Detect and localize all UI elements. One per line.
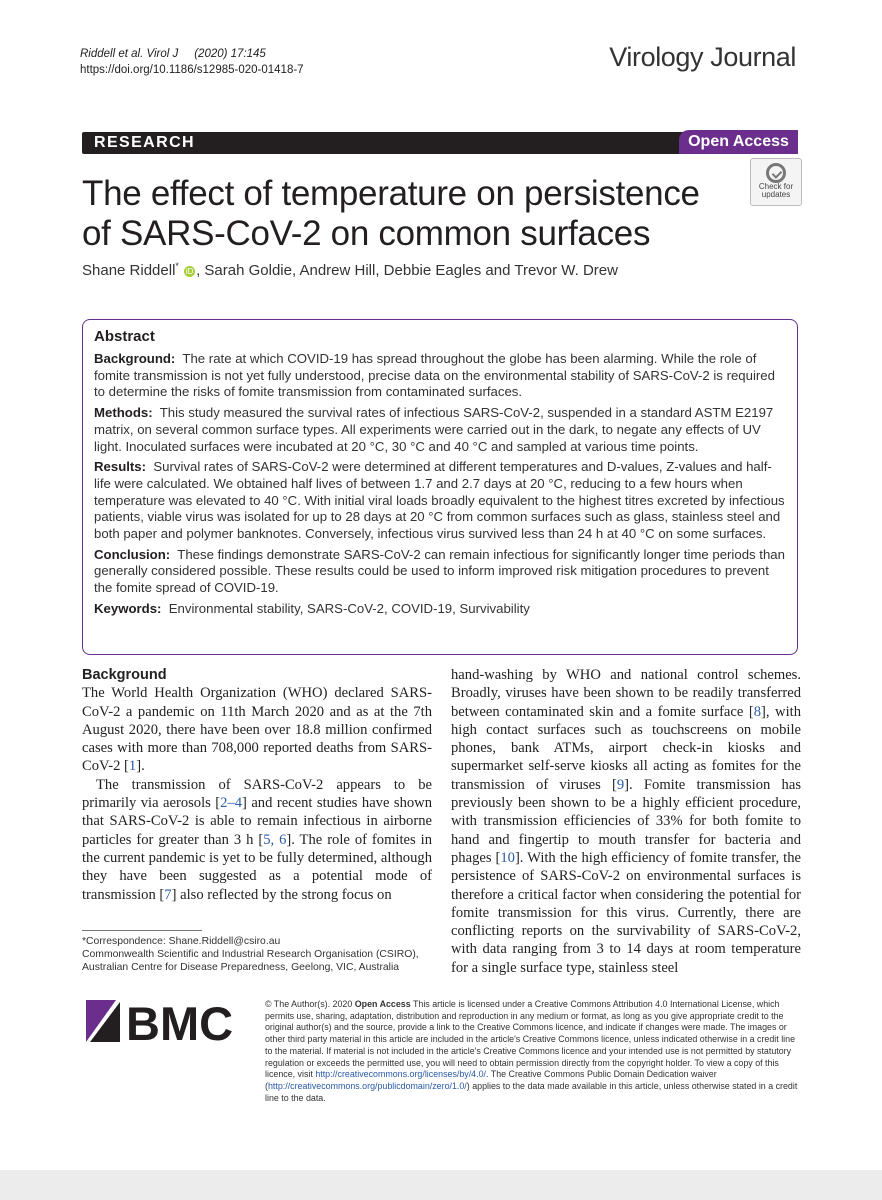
c2-text-c: ]. Fomite transmission has previously been shown to be a highly efficient procedure, with transmission efficiencies of 33% for both fomite to hand and fingertip to mouth transfer for bacteria and phages [ xyxy=(451,776,801,866)
orcid-icon[interactable]: iD xyxy=(185,267,194,276)
check-icon xyxy=(766,163,786,183)
p2-text-a: The transmission of SARS-CoV-2 appears to be primarily via aerosols [ xyxy=(82,776,432,812)
check-for-updates-button[interactable] xyxy=(750,158,802,206)
abstract-methods xyxy=(94,405,786,455)
methods-label: Methods: xyxy=(94,405,153,421)
affiliation-line-2: Australian Centre for Disease Preparedness, Geelong, VIC, Australia xyxy=(82,962,400,974)
coauthors: , Sarah Goldie, Andrew Hill, Debbie Eagles and Trevor W. Drew xyxy=(196,262,618,279)
article-type-label: RESEARCH xyxy=(94,134,195,151)
abstract-box xyxy=(82,319,798,655)
license-link[interactable]: http://creativecommons.org/licenses/by/4.0/ xyxy=(315,1069,486,1080)
conclusion-text: These findings demonstrate SARS-CoV-2 can remain infectious for significantly longer time periods than generally considered possible. These results could be used to inform improved risk mitigation procedures to prevent the fomite spread of COVID-19. xyxy=(94,546,785,596)
header-authors: Riddell et al. Virol J xyxy=(80,48,179,60)
background-text: The rate at which COVID-19 has spread throughout the globe has been alarming. While the role of fomite transmission is not yet fully understood, precise data on the environmental stability of SARS-CoV-2 is required to determine the risks of fomite transmission from contaminated surfaces. xyxy=(94,351,775,400)
license-end: ) applies to the data made available in this article, unless otherwise stated in a credit line to the data. xyxy=(265,1080,798,1103)
article-title: The effect of temperature on persistence of SARS-CoV-2 on common surfaces xyxy=(82,174,700,253)
body-column-left xyxy=(82,666,432,904)
header-year-volume: (2020) 17:145 xyxy=(194,48,266,60)
body-paragraph-3 xyxy=(451,666,801,977)
conclusion-label: Conclusion: xyxy=(94,546,171,562)
license-statement xyxy=(265,999,800,1104)
c2-text-a: hand-washing by WHO and national control schemes. Broadly, viruses have been shown to be readily transferred between contaminated skin and a fomite surface [ xyxy=(451,667,801,720)
c2-text-b: ], with high contact surfaces such as touchscreens on mobile phones, bank ATMs, airport check-in kiosks and supermarket self-serve kiosks all acting as fomites for the transmission of viruses [ xyxy=(451,703,801,793)
ref-link[interactable]: 7 xyxy=(164,886,172,903)
abstract-conclusion xyxy=(94,547,786,597)
license-copyright: © The Author(s). 2020 xyxy=(265,999,355,1009)
license-body: This article is licensed under a Creative Commons Attribution 4.0 International License, which permits use, sharing, adaptation, distribution and reproduction in any medium or format, as long as you give appropriate credit to the original author(s) and the source, provide a link to the Creative Commons licence, and indicate if changes were made. The images or other third party material in this article are included in the article's Creative Commons licence, unless indicated otherwise in a credit line to the material. If material is not included in the article's Creative Commons licence and your intended use is not permitted by statutory regulation or exceeds the permitted use, you will need to obtain permission directly from the copyright holder. To view a copy of this licence, visit xyxy=(265,999,796,1080)
running-header xyxy=(80,46,304,78)
corresponding-mark: * xyxy=(175,261,179,271)
ref-link[interactable]: 10 xyxy=(500,849,515,866)
results-label: Results: xyxy=(94,459,147,475)
body-column-right xyxy=(451,666,801,977)
correspondence-footnote xyxy=(82,935,432,975)
p1-text: The World Health Organization (WHO) declared SARS-CoV-2 a pandemic on 11th March 2020 and as at the 7th August 2020, there have been over 18.8 million confirmed cases with more than 708,000 reported deaths from SARS-CoV-2 [ xyxy=(82,685,432,775)
p2-text-b: ] and recent studies have shown that SARS-CoV-2 is able to remain infectious in airborne particles for greater than 3 h [ xyxy=(82,795,432,848)
c2-text-d: ]. With the high efficiency of fomite transfer, the persistence of SARS-CoV-2 on environmental surfaces is therefore a critical factor when considering the potential for fomite transmission for this virus. Currently, there are conflicting reports on the survivability of SARS-CoV-2, with data ranging from 3 to 14 days at room temperature for a single surface type, stainless steel xyxy=(451,849,801,976)
check-updates-line1: Check for xyxy=(758,182,794,191)
abstract-keywords xyxy=(94,601,786,618)
body-paragraph-1 xyxy=(82,684,432,775)
ref-link[interactable]: 8 xyxy=(753,703,762,720)
p1-end: ]. xyxy=(136,758,145,775)
footnote-divider xyxy=(82,930,202,931)
section-heading: Background xyxy=(82,667,167,683)
correspondence-line[interactable]: *Correspondence: Shane.Riddell@csiro.au xyxy=(82,936,281,947)
ref-link[interactable]: 5, 6 xyxy=(263,831,287,848)
background-label: Background: xyxy=(94,351,176,366)
keywords-label: Keywords: xyxy=(94,600,162,616)
results-text: Survival rates of SARS-CoV-2 were determined at different temperatures and D-values, Z-values and half-life were calculated. We obtained half lives of between 1.7 and 2.7 days at 20 °C, reducing to a few hours when temperature was elevated to 40 °C. With initial viral loads broadly equivalent to the highest titres excreted by infectious patients, viable virus was isolated for up to 28 days at 20 °C from common surfaces such as glass, stainless steel and both paper and polymer banknotes. Conversely, infectious virus survived less than 24 h at 40 °C on some surfaces. xyxy=(94,459,785,542)
author-name[interactable]: Shane Riddell xyxy=(82,262,176,279)
keywords-text: Environmental stability, SARS-CoV-2, COVID-19, Survivability xyxy=(168,600,530,616)
ref-link[interactable]: 2–4 xyxy=(220,795,243,812)
p2-text-c: ]. The role of fomites in the current pandemic is yet to be fully determined, although they have been suggested as a potential mode of transmission [ xyxy=(82,831,432,903)
methods-text: This study measured the survival rates of infectious SARS-CoV-2, suspended in a standard ASTM E2197 matrix, on several common surface types. All experiments were carried out in the dark, to negate any effects of UV light. Inoculated surfaces were incubated at 20 °C, 30 °C and 40 °C and sampled at various time points. xyxy=(94,405,774,454)
ref-link[interactable]: 1 xyxy=(128,758,137,775)
doi-link[interactable]: https://doi.org/10.1186/s12985-020-01418-7 xyxy=(80,64,304,76)
public-domain-link[interactable]: http://creativecommons.org/publicdomain/zero/1.0/ xyxy=(267,1080,467,1091)
abstract-heading: Abstract xyxy=(94,328,155,345)
abstract-background xyxy=(94,351,786,401)
abstract-results xyxy=(94,459,786,543)
publisher-name: BMC xyxy=(126,998,234,1044)
journal-name: Virology Journal xyxy=(609,42,796,72)
license-waiver: . The Creative Commons Public Domain Dedication waiver ( xyxy=(265,1069,717,1091)
license-open-access: Open Access xyxy=(354,999,411,1009)
bmc-logo[interactable] xyxy=(84,998,244,1044)
ref-link[interactable]: 9 xyxy=(616,776,625,793)
body-paragraph-2 xyxy=(82,776,432,904)
open-access-badge: Open Access xyxy=(679,130,798,154)
check-updates-line2: updates xyxy=(761,190,791,199)
citation xyxy=(80,46,304,62)
affiliation-line-1: Commonwealth Scientific and Industrial Research Organisation (CSIRO), xyxy=(82,949,419,961)
viewer-bottom-bar xyxy=(0,1170,882,1200)
author-list xyxy=(82,261,618,279)
p2-text-d: ] also reflected by the strong focus on xyxy=(171,886,392,903)
